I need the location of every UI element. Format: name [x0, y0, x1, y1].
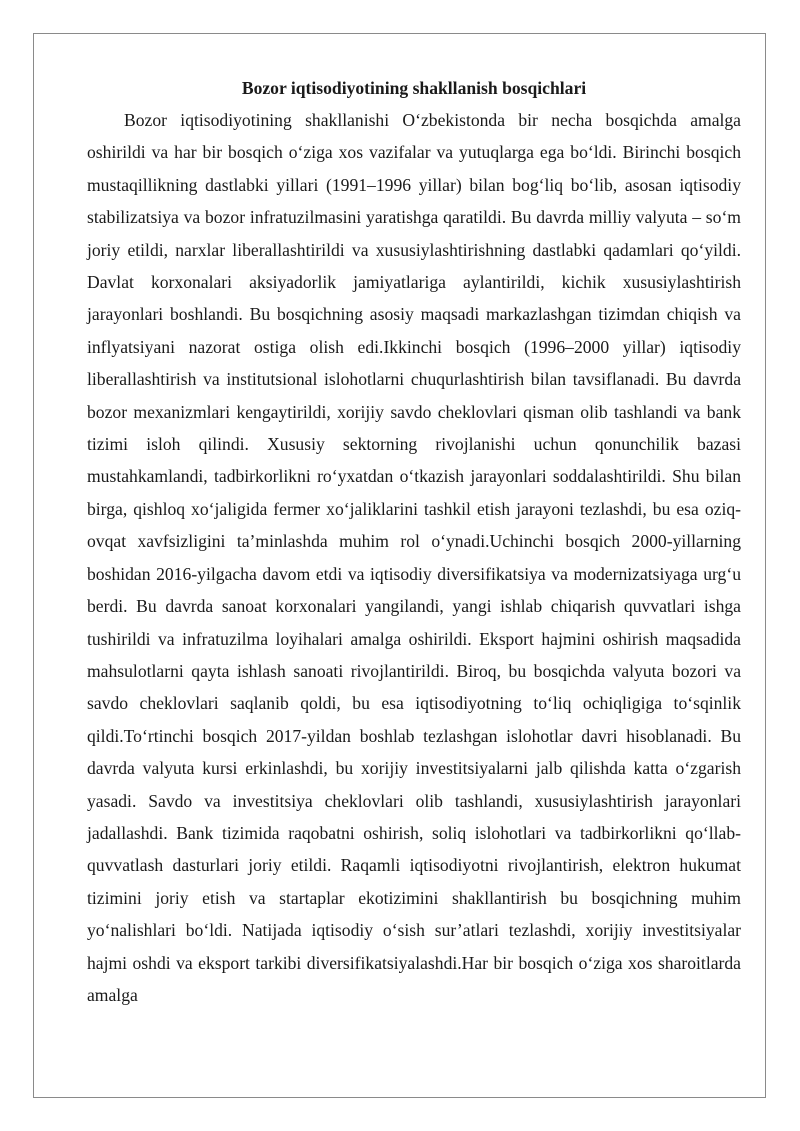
body-paragraph: Bozor iqtisodiyotining shakllanishi O‘zbekistonda bir necha bosqichda amalga oshirildi va har bir bosqich o‘ziga xos vazifalar va yutuqlarga ega bo‘ldi. Birinchi bosqich mustaqillikning dastlabki yillari (1991–1996 yillar) bilan bog‘liq bo‘lib, asosan iqtisodiy stabilizatsiya va bozor infratuzilmasini yaratishga qaratildi. Bu davrda milliy valyuta – so‘m joriy etildi, narxlar liberallashtirildi va xususiylashtirishning dastlabki qadamlari qo‘yildi. Davlat korxonalari aksiyadorlik jamiyatlariga aylantirildi, kichik xususiylashtirish jarayonlari boshlandi. Bu bosqichning asosiy maqsadi markazlashgan tizimdan chiqish va inflyatsiyani nazorat ostiga olish edi.Ikkinchi bosqich (1996–2000 yillar) iqtisodiy liberallashtirish va institutsional islohotlarni chuqurlashtirish bilan tavsiflanadi. Bu davrda bozor mexanizmlari kengaytirildi, xorijiy savdo cheklovlari qisman olib tashlandi va bank tizimi isloh qilindi. Xususiy sektorning rivojlanishi uchun qonunchilik bazasi mustahkamlandi, tadbirkorlikni ro‘yxatdan o‘tkazish jarayonlari soddalashtirildi. Shu bilan birga, qishloq xo‘jaligida fermer xo‘jaliklarini tashkil etish jarayoni tezlashdi, bu esa oziq-ovqat xavfsizligini ta’minlashda muhim rol o‘ynadi.Uchinchi bosqich 2000-yillarning boshidan 2016-yilgacha davom etdi va iqtisodiy diversifikatsiya va modernizatsiyaga urg‘u berdi. Bu davrda sanoat korxonalari yangilandi, yangi ishlab chiqarish quvvatlari ishga tushirildi va infratuzilma loyihalari amalga oshirildi. Eksport hajmini oshirish maqsadida mahsulotlarni qayta ishlash sanoati rivojlantirildi. Biroq, bu bosqichda valyuta bozori va savdo cheklovlari saqlanib qoldi, bu esa iqtisodiyotning to‘liq ochiqligiga to‘sqinlik qildi.To‘rtinchi bosqich 2017-yildan boshlab tezlashgan islohotlar davri hisoblanadi. Bu davrda valyuta kursi erkinlashdi, bu xorijiy investitsiyalarni jalb qilishda katta o‘zgarish yasadi. Savdo va investitsiya cheklovlari olib tashlandi, xususiylashtirish jarayonlari jadallashdi. Bank tizimida raqobatni oshirish, soliq islohotlari va tadbirkorlikni qo‘llab-quvvatlash dasturlari joriy etildi. Raqamli iqtisodiyotni rivojlantirish, elektron hukumat tizimini joriy etish va startaplar ekotizimini shakllantirish bu bosqichning muhim yo‘nalishlari bo‘ldi. Natijada iqtisodiy o‘sish sur’atlari tezlashdi, xorijiy investitsiyalar hajmi oshdi va eksport tarkibi diversifikatsiyalashdi.Har bir bosqich o‘ziga xos sharoitlarda amalga	[87, 110, 741, 1005]
document-title: Bozor iqtisodiyotining shakllanish bosqichlari	[241, 78, 587, 98]
document-content	[87, 76, 741, 1011]
